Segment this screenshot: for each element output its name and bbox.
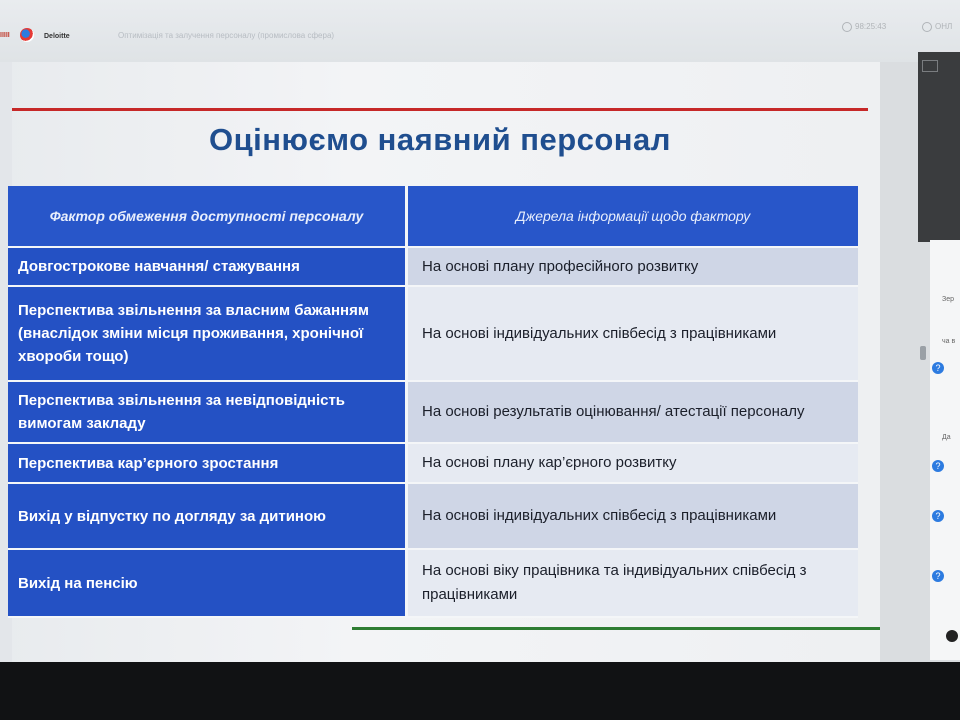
source-cell: На основі індивідуальних співбесід з працівниками: [408, 484, 858, 550]
table-header-row: [8, 186, 858, 248]
slide-title: Оцінюємо наявний персонал: [209, 122, 671, 157]
question-icon[interactable]: ?: [932, 510, 944, 522]
question-icon[interactable]: ?: [932, 460, 944, 472]
brand-logo-left: ІІІІІ: [0, 32, 10, 39]
factor-cell: Вихід на пенсію: [8, 550, 408, 618]
video-preview[interactable]: [918, 52, 960, 242]
table-row: [8, 287, 858, 382]
clock-icon: [842, 22, 852, 32]
table-row: [8, 550, 858, 618]
factor-cell: Перспектива звільнення за невідповідність вимогам закладу: [8, 382, 408, 444]
status-text: ОНЛ: [935, 22, 953, 32]
brand-logo-right: Deloitte: [44, 33, 70, 40]
send-icon[interactable]: [946, 630, 958, 642]
status-indicator[interactable]: [922, 22, 952, 32]
header-factor: Фактор обмеження доступності персоналу: [8, 186, 408, 248]
question-icon[interactable]: ?: [932, 362, 944, 374]
slide-bottom-rule: [352, 627, 880, 630]
table-row: [8, 248, 858, 287]
factor-cell: Перспектива звільнення за власним бажанням (внаслідок зміни місця проживання, хронічної хвороби тощо): [8, 287, 408, 382]
table-row: [8, 444, 858, 484]
brand-logo-icon: [20, 28, 34, 42]
source-cell: На основі індивідуальних співбесід з працівниками: [408, 287, 858, 382]
app-top-bar: [0, 0, 960, 62]
factor-cell: Вихід у відпустку по догляду за дитиною: [8, 484, 408, 550]
source-cell: На основі плану професійного розвитку: [408, 248, 858, 287]
screen-bezel: [0, 662, 960, 720]
chat-text: Зер: [942, 296, 955, 303]
source-cell: На основі віку працівника та індивідуальних співбесід з працівниками: [408, 550, 858, 618]
header-source: Джерела інформації щодо фактору: [408, 186, 858, 248]
factor-cell: Довгострокове навчання/ стажування: [8, 248, 408, 287]
camera-icon[interactable]: [922, 60, 938, 72]
table-row: [8, 382, 858, 444]
slide-top-rule: [12, 108, 868, 111]
timer-text: 98:25:43: [855, 22, 887, 32]
question-icon[interactable]: ?: [932, 570, 944, 582]
chat-text: ча в: [942, 338, 956, 345]
source-cell: На основі плану кар’єрного розвитку: [408, 444, 858, 484]
chat-panel[interactable]: [930, 240, 960, 660]
timer-indicator[interactable]: [842, 22, 886, 32]
panel-resize-handle[interactable]: [920, 346, 926, 360]
table-row: [8, 484, 858, 550]
chat-text: Да: [942, 434, 951, 441]
factor-cell: Перспектива кар’єрного зростання: [8, 444, 408, 484]
session-title: Оптимізація та залучення персоналу (промислова сфера): [118, 31, 335, 40]
source-cell: На основі результатів оцінювання/ атестації персоналу: [408, 382, 858, 444]
status-icon: [922, 22, 932, 32]
